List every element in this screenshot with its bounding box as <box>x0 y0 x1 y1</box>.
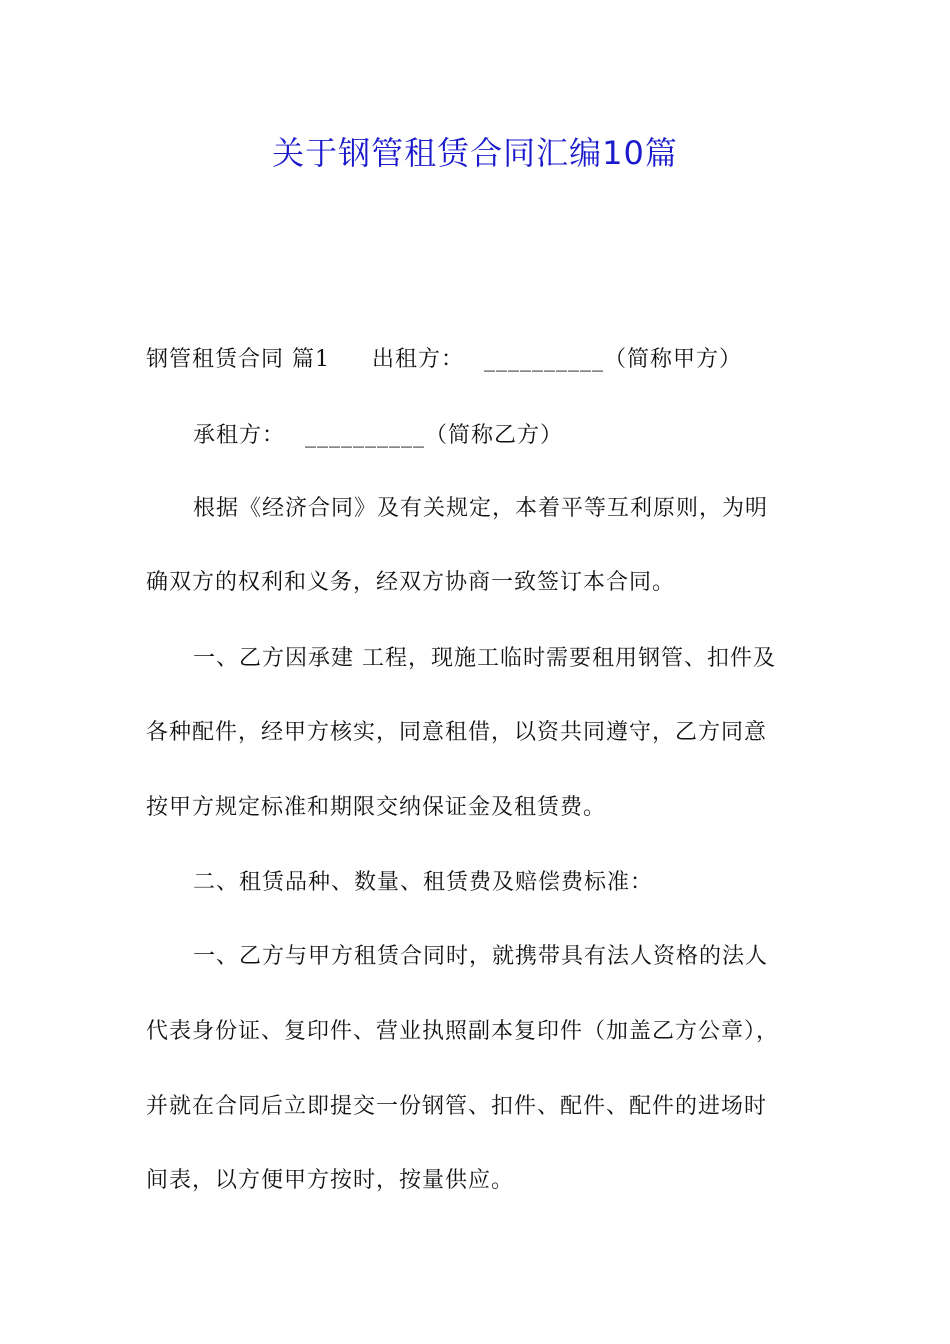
paragraph-line: 并就在合同后立即提交一份钢管、扣件、配件、配件的进场时 <box>146 1094 768 1119</box>
paragraph-line: 代表身份证、复印件、营业执照副本复印件（加盖乙方公章）， <box>146 1019 780 1044</box>
lessor-label: 出租方： <box>372 347 465 372</box>
paragraph-line: 按甲方规定标准和期限交纳保证金及租赁费。 <box>146 795 607 820</box>
lessee-label: 承租方： <box>193 423 286 448</box>
contract-header-line <box>146 345 742 375</box>
paragraph-line: 各种配件，经甲方核实，同意租借，以资共同遵守，乙方同意 <box>146 720 768 745</box>
document-title: 关于钢管租赁合同汇编10篇 <box>272 134 678 172</box>
lessee-blank: __________（简称乙方） <box>305 423 564 448</box>
paragraph-line: 一、乙方因承建 工程，现施工临时需要租用钢管、扣件及 <box>193 646 776 671</box>
paragraph-line: 根据《经济合同》及有关规定，本着平等互利原则，为明 <box>193 496 769 521</box>
paragraph-line: 一、乙方与甲方租赁合同时，就携带具有法人资格的法人 <box>193 944 769 969</box>
contract-heading: 钢管租赁合同 篇1 <box>146 347 330 372</box>
paragraph-line: 确双方的权利和义务，经双方协商一致签订本合同。 <box>146 570 676 595</box>
lessor-blank: __________（简称甲方） <box>484 347 743 372</box>
paragraph-line: 间表，以方便甲方按时，按量供应。 <box>146 1168 515 1193</box>
paragraph-line: 二、租赁品种、数量、租赁费及赔偿费标准： <box>193 870 654 895</box>
lessee-line <box>193 421 563 451</box>
